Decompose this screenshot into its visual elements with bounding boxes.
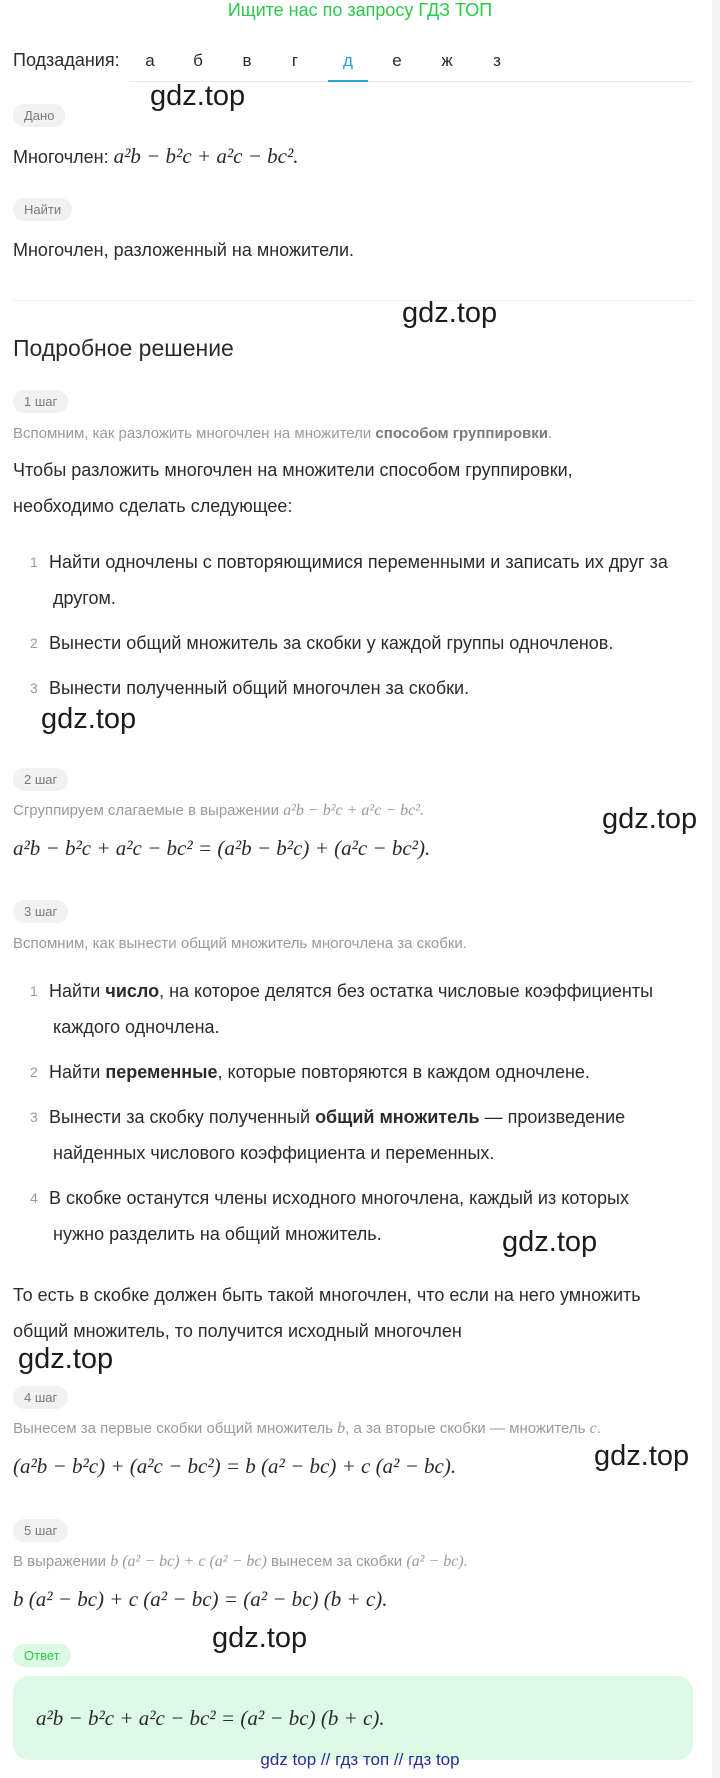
step3-item3-line1 (49, 1099, 625, 1135)
step3-item2-number: 2 (30, 1064, 38, 1080)
step3-after-line2: общий множитель, то получится исходный многочлен (13, 1321, 462, 1341)
step4-note-var2: c (589, 1420, 597, 1437)
step4-note-b: , а за вторые скобки — множитель (345, 1420, 590, 1437)
step3-item4-line1: В скобке останутся члены исходного многочлена, каждый из которых (49, 1188, 629, 1208)
answer-pill-wrap (13, 1644, 71, 1667)
watermark: gdz.top (18, 1343, 114, 1375)
step1-pill: 1 шаг (13, 390, 68, 413)
step3-item3-c: — произведение (479, 1107, 626, 1127)
step3-item3-bold: общий множитель (315, 1107, 480, 1127)
step1-note-text: Вспомним, как разложить многочлен на множители (13, 425, 376, 442)
step1-line1: Чтобы разложить многочлен на множители способом группировки, (13, 460, 573, 480)
step3-item2-line1 (49, 1054, 590, 1090)
step2-note-text: Сгруппируем слагаемые в выражении (13, 802, 279, 819)
top-search-link[interactable]: Ищите нас по запросу ГДЗ ТОП (227, 0, 493, 20)
step4-pill: 4 шаг (13, 1386, 68, 1409)
step4-pill-wrap (13, 1386, 68, 1409)
tab-d[interactable]: д (328, 48, 368, 82)
given-text (13, 138, 299, 175)
step3-item1-a: Найти (49, 981, 106, 1001)
answer-pill: Ответ (13, 1644, 71, 1667)
subtask-tabs (130, 48, 693, 82)
step2-pill-wrap (13, 768, 68, 791)
step1-item1-line2: другом. (53, 588, 116, 608)
step1-item2-line1: Вынести общий множитель за скобки у каждой группы одночленов. (49, 633, 614, 653)
step1-line2: необходимо сделать следующее: (13, 496, 293, 516)
divider (13, 300, 693, 301)
step2-note (13, 802, 424, 820)
subtasks-label: Подзадания: (13, 50, 120, 70)
step1-note-bold: способом группировки (375, 425, 548, 442)
given-pill: Дано (13, 104, 65, 127)
step3-item1-number: 1 (30, 983, 38, 999)
tab-b[interactable]: б (193, 51, 203, 70)
step3-item2-c: , которые повторяются в каждом одночлене. (217, 1062, 590, 1082)
step3-pill-wrap (13, 900, 68, 923)
step2-pill: 2 шаг (13, 768, 68, 791)
step5-note-formula1: b (a² − bc) + c (a² − bc) (110, 1553, 267, 1570)
step3-pill: 3 шаг (13, 900, 68, 923)
tab-g[interactable]: г (291, 51, 299, 70)
step1-note (13, 425, 552, 442)
given-pill-wrap (13, 104, 65, 127)
step1-item1-line1: Найти одночлены с повторяющимися переменными и записать их друг за (49, 552, 668, 572)
scrollbar[interactable] (712, 0, 720, 1778)
watermark: gdz.top (602, 803, 698, 835)
step4-note-var1: b (337, 1420, 346, 1437)
tab-v[interactable]: в (242, 51, 252, 70)
find-pill-wrap (13, 198, 72, 221)
find-pill: Найти (13, 198, 72, 221)
step3-item1-line2: каждого одночлена. (53, 1017, 220, 1037)
step5-pill: 5 шаг (13, 1519, 68, 1542)
given-prefix: Многочлен: (13, 147, 114, 167)
step5-formula: b (a² − bc) + c (a² − bc) = (a² − bc) (b + c). (13, 1587, 388, 1611)
tab-z[interactable]: з (493, 51, 501, 70)
watermark: gdz.top (150, 80, 246, 112)
find-text: Многочлен, разложенный на множители. (13, 240, 355, 260)
tab-a[interactable]: а (145, 51, 155, 70)
step3-item3-line2: найденных числового коэффициента и переменных. (53, 1143, 495, 1163)
step3-item3-a: Вынести за скобку полученный (49, 1107, 316, 1127)
step3-item1-bold: число (105, 981, 160, 1001)
step5-note (13, 1553, 468, 1571)
step3-item2-a: Найти (49, 1062, 106, 1082)
step5-note-b: вынесем за скобки (266, 1553, 407, 1570)
step3-item2-bold: переменные (105, 1062, 218, 1082)
step4-note (13, 1420, 601, 1438)
step1-item2-number: 2 (30, 635, 38, 651)
given-formula: a²b − b²c + a²c − bc². (113, 144, 299, 168)
footer-links[interactable]: gdz top // гдз топ // гдз top (260, 1750, 460, 1769)
step3-item3-number: 3 (30, 1109, 38, 1125)
watermark: gdz.top (41, 703, 137, 735)
step1-pill-wrap (13, 390, 68, 413)
step2-note-formula: a²b − b²c + a²c − bc². (283, 802, 425, 819)
step4-note-c: . (596, 1420, 601, 1437)
step5-note-a: В выражении (13, 1553, 111, 1570)
solution-heading: Подробное решение (13, 335, 234, 361)
tab-zh[interactable]: ж (441, 51, 453, 70)
answer-formula: a²b − b²c + a²c − bc² = (a² − bc) (b + c). (36, 1706, 385, 1730)
step4-note-a: Вынесем за первые скобки общий множитель (13, 1420, 338, 1437)
tab-e[interactable]: е (392, 51, 402, 70)
step3-item1-line1 (49, 973, 653, 1009)
step3-item4-line2: нужно разделить на общий множитель. (53, 1224, 382, 1244)
step5-note-formula2: (a² − bc). (406, 1553, 468, 1570)
step2-formula: a²b − b²c + a²c − bc² = (a²b − b²c) + (a²c − bc²). (13, 836, 431, 860)
step1-item3-line1: Вынести полученный общий многочлен за скобки. (49, 678, 470, 698)
watermark: gdz.top (502, 1226, 598, 1258)
step3-item4-number: 4 (30, 1190, 38, 1206)
step5-pill-wrap (13, 1519, 68, 1542)
step4-formula: (a²b − b²c) + (a²c − bc²) = b (a² − bc) + c (a² − bc). (13, 1454, 457, 1478)
watermark: gdz.top (212, 1622, 308, 1654)
step3-note: Вспомним, как вынести общий множитель многочлена за скобки. (13, 935, 467, 952)
step1-item1-number: 1 (30, 554, 38, 570)
step1-item3-number: 3 (30, 680, 38, 696)
watermark: gdz.top (402, 297, 498, 329)
step3-item1-c: , на которое делятся без остатка числовые коэффициенты (159, 981, 654, 1001)
step3-after-line1: То есть в скобке должен быть такой многочлен, что если на него умножить (13, 1285, 641, 1305)
watermark: gdz.top (594, 1440, 690, 1472)
step1-note-suffix: . (547, 425, 553, 442)
